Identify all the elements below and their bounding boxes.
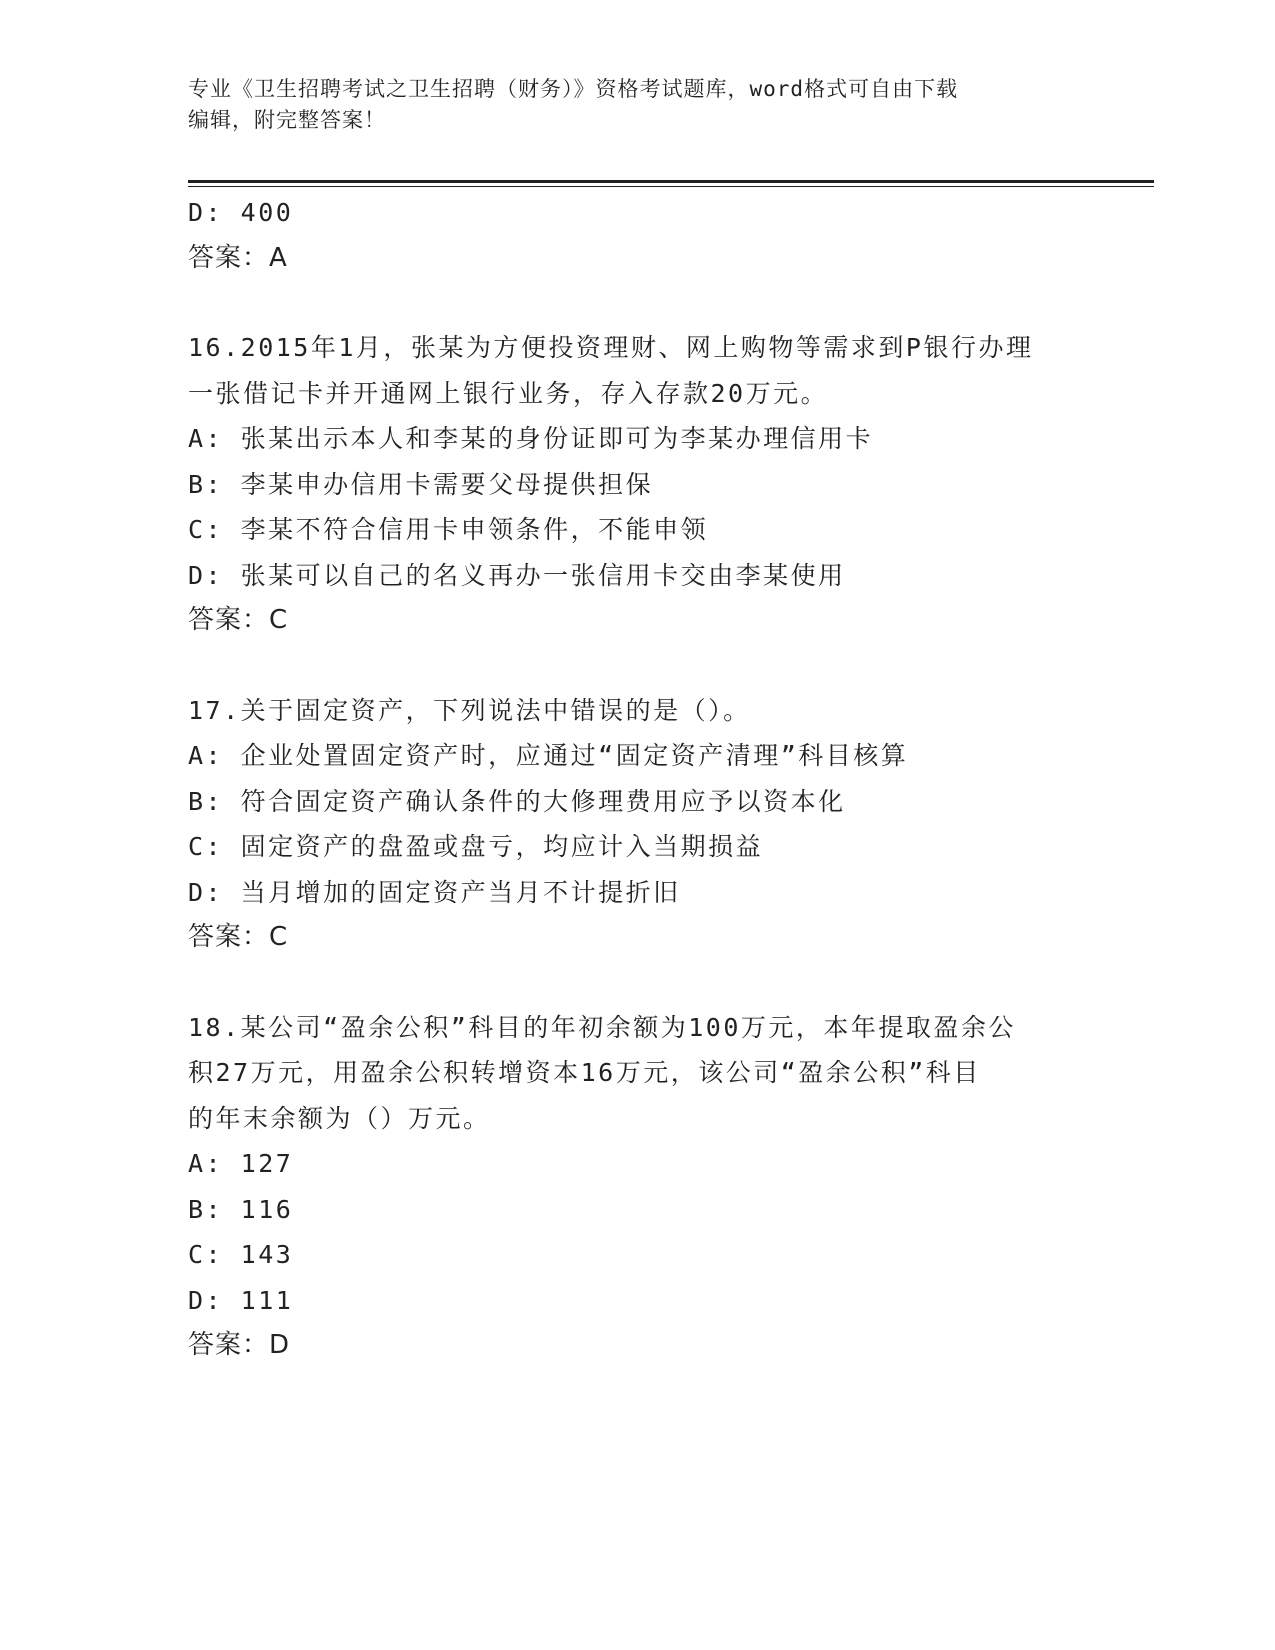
option-c: C: 143 (188, 1240, 294, 1269)
answer-line: 答案：A (188, 242, 288, 273)
question-16 (188, 325, 1088, 644)
question-17 (188, 688, 1088, 961)
option-d: D: 张某可以自己的名义再办一张信用卡交由李某使用 (188, 560, 846, 590)
question-stem: 一张借记卡并开通网上银行业务，存入存款20万元。 (188, 378, 829, 408)
answer-line: 答案：C (188, 922, 289, 952)
option-d: D: 当月增加的固定资产当月不计提折旧 (188, 877, 681, 907)
answer-line: 答案：D (188, 1330, 291, 1360)
question-18 (188, 1005, 1088, 1369)
question-stem: 16.2015年1月，张某为方便投资理财、网上购物等需求到P银行办理 (188, 333, 1034, 362)
question-stem: 积27万元，用盈余公积转增资本16万元，该公司“盈余公积”科目 (188, 1058, 981, 1087)
option-d: D: 111 (188, 1285, 294, 1315)
question-stem: 18.某公司“盈余公积”科目的年初余额为100万元，本年提取盈余公 (188, 1012, 1016, 1042)
question-stem: 的年末余额为（）万元。 (188, 1103, 491, 1133)
spacer (188, 281, 1088, 325)
answer-line: 答案：C (188, 605, 289, 635)
header-rule-thin (188, 186, 1154, 187)
spacer (188, 961, 1088, 1005)
document-header (188, 74, 1088, 136)
header-rule-thick (188, 180, 1154, 183)
question-stem: 17.关于固定资产，下列说法中错误的是（）。 (188, 695, 751, 725)
option-b: B: 符合固定资产确认条件的大修理费用应予以资本化 (188, 786, 846, 816)
option-d: D: 400 (188, 198, 294, 227)
previous-question-tail (188, 190, 1088, 281)
option-b: B: 116 (188, 1194, 294, 1224)
option-b: B: 李某申办信用卡需要父母提供担保 (188, 469, 654, 499)
option-a: A: 127 (188, 1149, 294, 1178)
spacer (188, 644, 1088, 688)
header-line-1: 专业《卫生招聘考试之卫生招聘（财务）》资格考试题库，word格式可自由下载 (188, 77, 959, 101)
question-list (188, 190, 1088, 1369)
option-c: C: 固定资产的盘盈或盘亏，均应计入当期损益 (188, 832, 764, 861)
header-line-2: 编辑，附完整答案！ (188, 108, 386, 132)
option-c: C: 李某不符合信用卡申领条件，不能申领 (188, 515, 709, 544)
option-a: A: 张某出示本人和李某的身份证即可为李某办理信用卡 (188, 424, 874, 453)
option-a: A: 企业处置固定资产时，应通过“固定资产清理”科目核算 (188, 741, 909, 770)
